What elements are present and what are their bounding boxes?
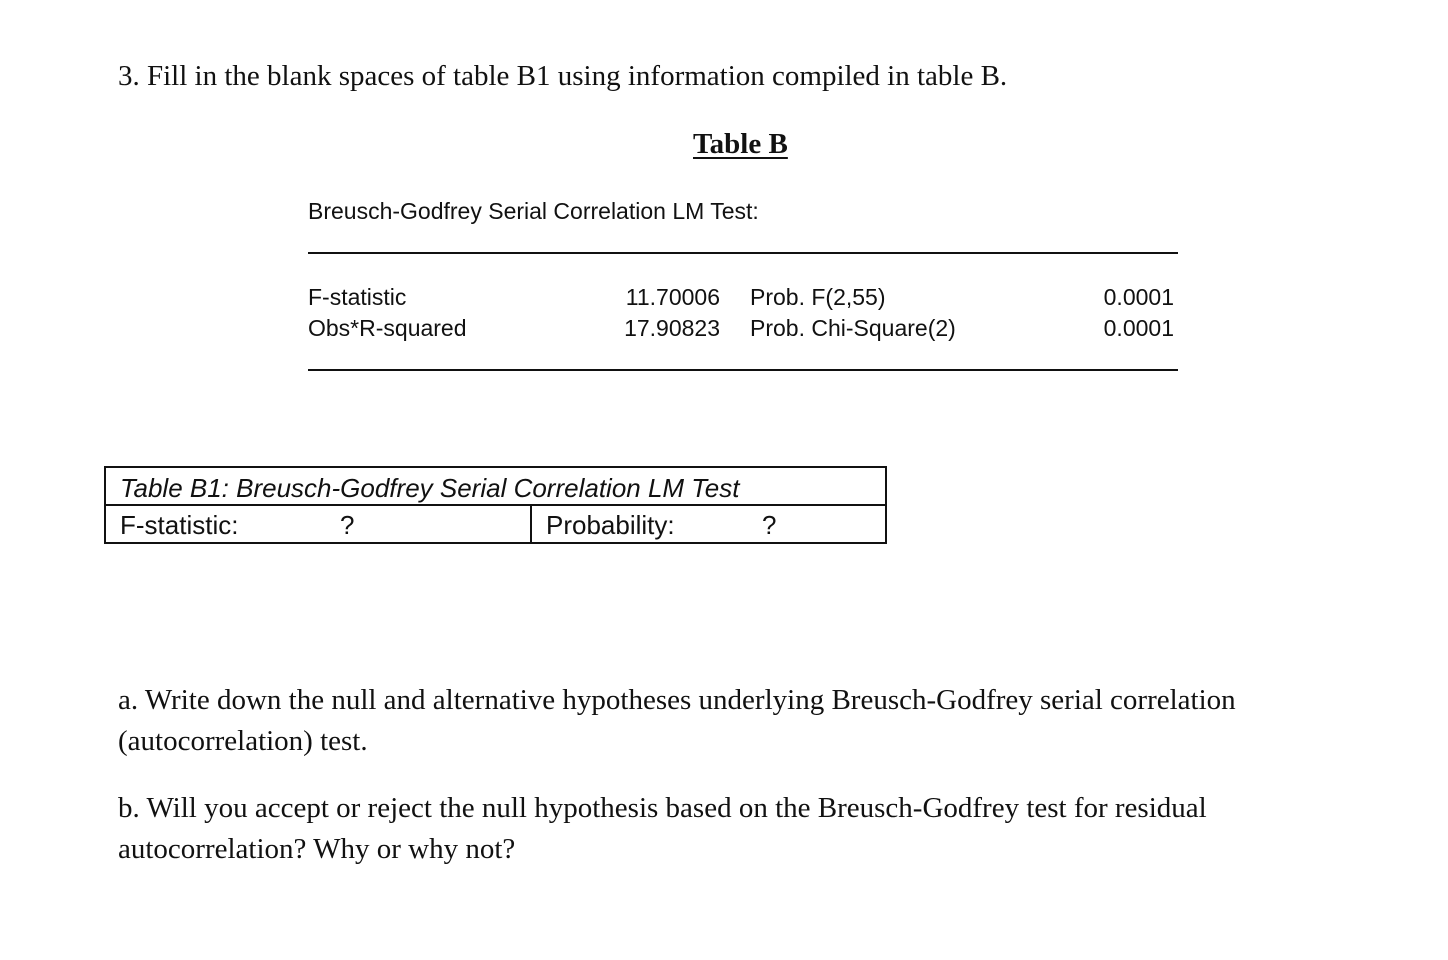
- table-b1-f-blank: ?: [340, 510, 355, 540]
- question-b-text: b. Will you accept or reject the null hypothesis based on the Breusch-Godfrey test for residual autocorrelation? Why or why not?: [118, 792, 1207, 865]
- table-b-title: Table B: [693, 128, 788, 160]
- table-b-row-value: 17.90823: [624, 315, 720, 341]
- table-b1-caption: Table B1: Breusch-Godfrey Serial Correlation LM Test: [120, 473, 740, 503]
- table-b1-probability-blank: ?: [762, 510, 777, 540]
- table-b-bottom-rule: [308, 369, 1178, 371]
- table-b-row-value: 11.70006: [625, 284, 720, 310]
- table-b1: [104, 466, 887, 544]
- table-b-row-prob-value: 0.0001: [1103, 315, 1174, 341]
- table-b-row-prob-label: Prob. F(2,55): [750, 284, 886, 310]
- table-b1-f-label: F-statistic:: [120, 510, 239, 540]
- table-b-row-label: Obs*R-squared: [308, 315, 467, 341]
- table-b1-probability-label: Probability:: [546, 510, 675, 540]
- table-b-heading: Breusch-Godfrey Serial Correlation LM Test:: [308, 198, 759, 224]
- table-b-row-prob-value: 0.0001: [1103, 284, 1174, 310]
- table-b-top-rule: [308, 252, 1178, 254]
- question-3-text: 3. Fill in the blank spaces of table B1 using information compiled in table B.: [118, 60, 1008, 92]
- table-b1-caption-row: [106, 468, 885, 506]
- table-b1-probability-cell: [532, 506, 885, 542]
- table-b-row-label: F-statistic: [308, 284, 407, 310]
- question-a-text: a. Write down the null and alternative hypotheses underlying Breusch-Godfrey serial correlation (autocorrelation) test.: [118, 684, 1236, 757]
- table-b-row-prob-label: Prob. Chi-Square(2): [750, 315, 956, 341]
- table-b1-f-cell: [106, 506, 532, 542]
